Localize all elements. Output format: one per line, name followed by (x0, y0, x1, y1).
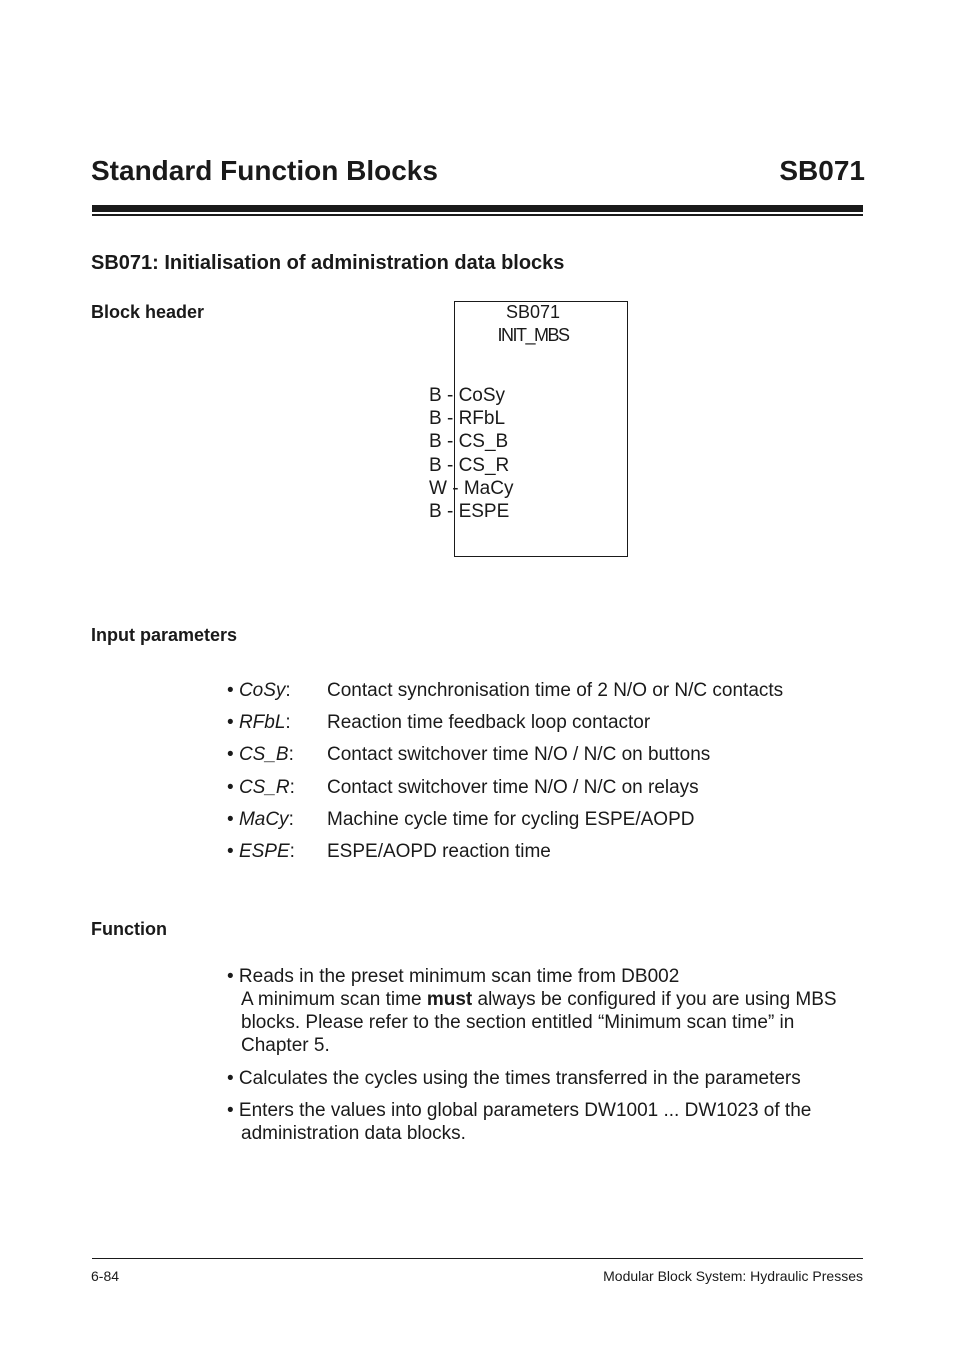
pin-name: MaCy (463, 477, 514, 499)
note-emphasis: must (426, 989, 473, 1011)
parameter-colon: : (288, 809, 294, 830)
pin-name: ESPE (458, 501, 510, 523)
page-header-code: SB071 (779, 155, 865, 186)
block-code: SB071 (505, 302, 561, 322)
bullet: • (227, 712, 234, 733)
function-item-note (227, 988, 867, 1057)
parameter-row (227, 777, 699, 799)
parameter-description: ESPE/AOPD reaction time (327, 841, 551, 862)
parameter-description: Contact switchover time N/O / N/C on buttons (327, 744, 711, 765)
parameter-name: CoSy (238, 680, 286, 701)
parameter-row (227, 841, 551, 863)
parameter-row (227, 744, 711, 766)
parameter-colon: : (288, 744, 294, 765)
pin-type: B (429, 385, 442, 406)
footer-rule (92, 1258, 863, 1259)
pin-name: CS_B (458, 431, 509, 453)
pin-row (429, 500, 513, 523)
footer-document-title: Modular Block System: Hydraulic Presses (603, 1268, 863, 1284)
footer-page-number: 6-84 (91, 1268, 120, 1284)
pin-separator: - (441, 385, 459, 406)
pin-type: B (429, 408, 442, 430)
bullet: • (227, 841, 234, 862)
parameter-name: CS_B (238, 744, 289, 765)
pin-row (429, 454, 513, 477)
parameter-description: Reaction time feedback loop contactor (327, 712, 651, 733)
pin-separator: - (441, 431, 459, 453)
note-text: A minimum scan time (241, 989, 427, 1011)
function-item (227, 965, 867, 1057)
pin-row (429, 407, 513, 430)
block-name: INIT_MBS (497, 325, 569, 345)
function-item-line: administration data blocks. (241, 1123, 466, 1145)
page-header-title: Standard Function Blocks (91, 155, 438, 186)
function-item-line: • Reads in the preset minimum scan time from DB002 (227, 966, 680, 987)
input-parameters-label: Input parameters (91, 625, 238, 645)
bullet: • (227, 777, 234, 798)
parameter-colon: : (285, 712, 291, 733)
pin-name: CoSy (458, 385, 506, 406)
pin-row (429, 477, 513, 500)
parameter-colon: : (285, 680, 291, 701)
parameter-name: RFbL (238, 712, 286, 733)
pin-separator: - (441, 408, 459, 430)
function-item-line: • Enters the values into global parameters DW1001 ... DW1023 of the (227, 1100, 812, 1121)
section-title: SB071: Initialisation of administration data blocks (91, 252, 565, 274)
function-item (227, 1099, 867, 1145)
pin-row (429, 384, 513, 407)
parameter-description: Contact synchronisation time of 2 N/O or N/C contacts (327, 680, 784, 701)
function-item-line: • Calculates the cycles using the times transferred in the parameters (227, 1068, 801, 1089)
pin-type: B (429, 431, 442, 453)
bullet: • (227, 680, 234, 701)
pin-name: RFbL (458, 408, 506, 430)
pin-type: B (429, 501, 442, 523)
parameter-colon: : (289, 777, 295, 798)
parameter-name: CS_R (238, 777, 290, 798)
header-rule-thick (92, 205, 863, 212)
pin-separator: - (446, 477, 464, 499)
function-item (227, 1067, 867, 1090)
pin-name: CS_R (458, 454, 510, 476)
parameter-colon: : (289, 841, 295, 862)
bullet: • (227, 809, 234, 830)
pin-type: B (429, 454, 442, 476)
parameter-row (227, 712, 651, 734)
pin-separator: - (441, 501, 459, 523)
parameter-row (227, 680, 784, 702)
parameter-name: ESPE (238, 841, 290, 862)
block-pins (429, 384, 513, 523)
pin-separator: - (441, 454, 459, 476)
note-text: always be configured if you are using MBS blocks. Please refer to the section entitled “Minimum scan time” in Chapter 5. (241, 989, 837, 1057)
function-label: Function (91, 919, 167, 939)
parameter-description: Machine cycle time for cycling ESPE/AOPD (327, 809, 695, 830)
bullet: • (227, 744, 234, 765)
header-rule-thin (92, 214, 863, 216)
parameter-row (227, 809, 695, 831)
parameter-description: Contact switchover time N/O / N/C on relays (327, 777, 699, 798)
pin-type: W (429, 477, 447, 499)
block-header-label: Block header (91, 302, 205, 322)
parameter-name: MaCy (238, 809, 289, 830)
pin-row (429, 430, 513, 453)
